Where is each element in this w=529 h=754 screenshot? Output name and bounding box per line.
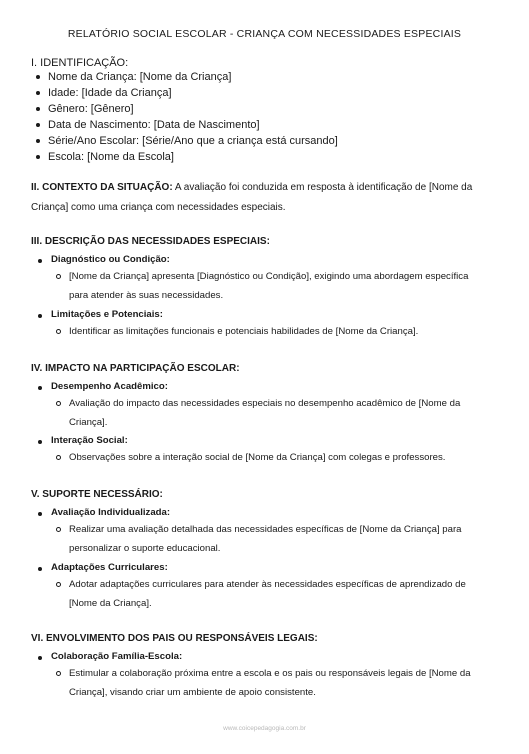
section-suporte-heading: V. SUPORTE NECESSÁRIO: <box>31 489 163 500</box>
envolvimento-item-colaboracao: Estimular a colaboração próxima entre a escola e os pais ou responsáveis legais de [Nome da Criança], visando criar um ambiente de apoio consistente. <box>56 664 504 702</box>
list-item: Idade: [Idade da Criança] <box>36 85 338 101</box>
list-item: Nome da Criança: [Nome da Criança] <box>36 69 338 85</box>
descricao-sub-limitacoes: Limitações e Potenciais: <box>38 309 163 320</box>
section-impacto-heading: IV. IMPACTO NA PARTICIPAÇÃO ESCOLAR: <box>31 363 240 374</box>
impacto-sub-desempenho: Desempenho Acadêmico: <box>38 381 168 392</box>
section-descricao-heading: III. DESCRIÇÃO DAS NECESSIDADES ESPECIAIS: <box>31 236 270 247</box>
descricao-sub-diagnostico: Diagnóstico ou Condição: <box>38 254 170 265</box>
envolvimento-sub-colaboracao: Colaboração Família-Escola: <box>38 651 182 662</box>
document-title: RELATÓRIO SOCIAL ESCOLAR - CRIANÇA COM NECESSIDADES ESPECIAIS <box>67 28 462 40</box>
suporte-item-adaptacoes: Adotar adaptações curriculares para atender às necessidades específicas de aprendizado de [Nome da Criança]. <box>56 575 484 613</box>
descricao-item-diagnostico: [Nome da Criança] apresenta [Diagnóstico ou Condição], exigindo uma abordagem específica para atender às suas necessidades. <box>56 267 479 305</box>
section-identificacao-heading: I. IDENTIFICAÇÃO: <box>31 57 129 69</box>
identificacao-list <box>36 69 338 165</box>
footer-watermark: www.coicepedagogia.com.br <box>223 725 306 732</box>
impacto-item-interacao: Observações sobre a interação social de [Nome da Criança] com colegas e professores. <box>56 448 504 467</box>
contexto-text: A avaliação foi conduzida em resposta à identificação de [Nome da Criança] como uma criança com necessidades especiais. <box>31 182 473 213</box>
descricao-item-limitacoes: Identificar as limitações funcionais e potenciais habilidades de [Nome da Criança]. <box>56 322 499 341</box>
contexto-paragraph <box>31 178 501 218</box>
suporte-item-avaliacao: Realizar uma avaliação detalhada das necessidades específicas de [Nome da Criança] para personalizar o suporte educacional. <box>56 520 494 558</box>
list-item: Data de Nascimento: [Data de Nascimento] <box>36 117 338 133</box>
list-item: Escola: [Nome da Escola] <box>36 149 338 165</box>
suporte-sub-avaliacao: Avaliação Individualizada: <box>38 507 170 518</box>
section-envolvimento-heading: VI. ENVOLVIMENTO DOS PAIS OU RESPONSÁVEIS LEGAIS: <box>31 633 318 644</box>
list-item: Série/Ano Escolar: [Série/Ano que a criança está cursando] <box>36 133 338 149</box>
section-contexto-heading: II. CONTEXTO DA SITUAÇÃO: <box>31 182 173 193</box>
impacto-item-desempenho: Avaliação do impacto das necessidades especiais no desempenho acadêmico de [Nome da Criança]. <box>56 394 494 432</box>
impacto-sub-interacao: Interação Social: <box>38 435 128 446</box>
suporte-sub-adaptacoes: Adaptações Curriculares: <box>38 562 168 573</box>
list-item: Gênero: [Gênero] <box>36 101 338 117</box>
